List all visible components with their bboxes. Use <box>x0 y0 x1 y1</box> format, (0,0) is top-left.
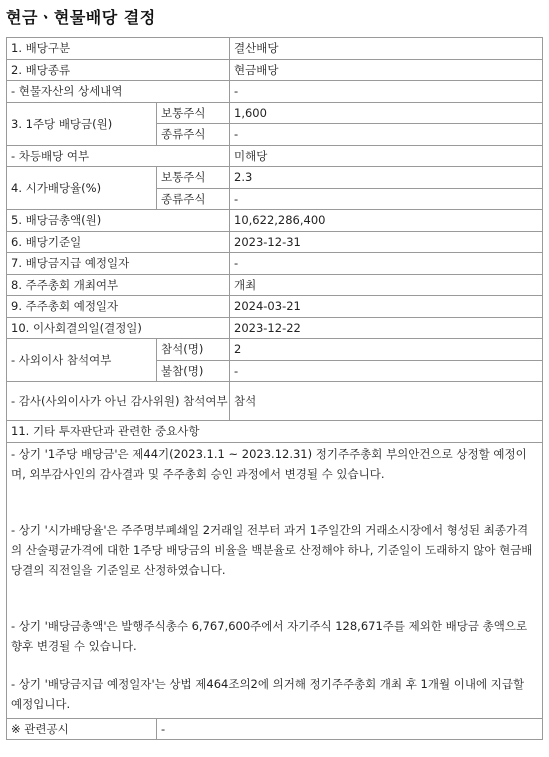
row-label: 11. 기타 투자판단과 관련한 중요사항 <box>7 421 543 443</box>
row-value: 10,622,286,400 <box>230 210 543 232</box>
row-value: - <box>230 81 543 103</box>
row-value: 결산배당 <box>230 38 543 60</box>
row-value: - <box>230 253 543 275</box>
row-label: 1. 배당구분 <box>7 38 230 60</box>
table-row <box>7 81 543 103</box>
row-label: 2. 배당종류 <box>7 59 230 81</box>
row-label: 7. 배당금지급 예정일자 <box>7 253 230 275</box>
row-value: 미해당 <box>230 145 543 167</box>
row-label: 6. 배당기준일 <box>7 231 230 253</box>
note-paragraph: - 상기 '시가배당율'은 주주명부폐쇄일 2거래일 전부터 과거 1주일간의 거래소시장에서 형성된 최종가격의 산술평균가격에 대한 1주당 배당금의 비율을 백분율로 산정해야 하나, 기준일이 도래하지 않아 현금배당결의 직전일을 기준일로 산정하였습니다. <box>11 522 533 577</box>
row-value: 2023-12-31 <box>230 231 543 253</box>
table-row <box>7 59 543 81</box>
row-value: 2024-03-21 <box>230 296 543 318</box>
row-label: 5. 배당금총액(원) <box>7 210 230 232</box>
table-row <box>7 145 543 167</box>
table-row <box>7 339 543 361</box>
table-row <box>7 38 543 60</box>
row-label: - 사외이사 참석여부 <box>7 339 157 382</box>
row-sublabel: 보통주식 <box>157 167 230 189</box>
row-label: ※ 관련공시 <box>7 718 157 740</box>
page-title: 현금ㆍ현물배당 결정 <box>6 8 156 27</box>
table-row <box>7 231 543 253</box>
row-value: 개최 <box>230 274 543 296</box>
row-sublabel: 불참(명) <box>157 360 230 382</box>
note-paragraph: - 상기 '1주당 배당금'은 제44기(2023.1.1 ~ 2023.12.31) 정기주주총회 부의안건으로 상정할 예정이며, 외부감사인의 감사결과 및 주주총회 승인 과정에서 변경될 수 있습니다. <box>11 446 527 481</box>
table-row <box>7 382 543 421</box>
notes-cell <box>7 442 543 718</box>
row-value: 참석 <box>230 382 543 421</box>
row-label: 9. 주주총회 예정일자 <box>7 296 230 318</box>
row-value: 1,600 <box>230 102 543 124</box>
row-label: 8. 주주총회 개최여부 <box>7 274 230 296</box>
table-row <box>7 718 543 740</box>
table-row <box>7 253 543 275</box>
row-sublabel: 보통주식 <box>157 102 230 124</box>
row-sublabel: 종류주식 <box>157 124 230 146</box>
row-label: - 감사(사외이사가 아닌 감사위원) 참석여부 <box>7 382 230 421</box>
table-row <box>7 210 543 232</box>
table-row <box>7 102 543 124</box>
table-row <box>7 274 543 296</box>
dividend-decision-table <box>6 37 543 740</box>
table-row <box>7 442 543 718</box>
row-value: 2.3 <box>230 167 543 189</box>
row-value: - <box>230 124 543 146</box>
table-row <box>7 296 543 318</box>
row-value: 현금배당 <box>230 59 543 81</box>
note-paragraph: - 상기 '배당금총액'은 발행주식총수 6,767,600주에서 자기주식 128,671주를 제외한 배당금 총액으로 향후 변경될 수 있습니다. <box>11 618 528 653</box>
row-value: - <box>157 718 543 740</box>
row-label: - 차등배당 여부 <box>7 145 230 167</box>
row-sublabel: 참석(명) <box>157 339 230 361</box>
table-row <box>7 317 543 339</box>
row-label: 10. 이사회결의일(결정일) <box>7 317 230 339</box>
table-row <box>7 421 543 443</box>
row-value: - <box>230 188 543 210</box>
row-sublabel: 종류주식 <box>157 188 230 210</box>
row-label: 4. 시가배당율(%) <box>7 167 157 210</box>
row-label: 3. 1주당 배당금(원) <box>7 102 157 145</box>
table-row <box>7 167 543 189</box>
row-label: - 현물자산의 상세내역 <box>7 81 230 103</box>
row-value: - <box>230 360 543 382</box>
row-value: 2023-12-22 <box>230 317 543 339</box>
note-paragraph: - 상기 '배당금지급 예정일자'는 상법 제464조의2에 의거해 정기주주총회 개최 후 1개월 이내에 지급할 예정입니다. <box>11 676 525 711</box>
row-value: 2 <box>230 339 543 361</box>
